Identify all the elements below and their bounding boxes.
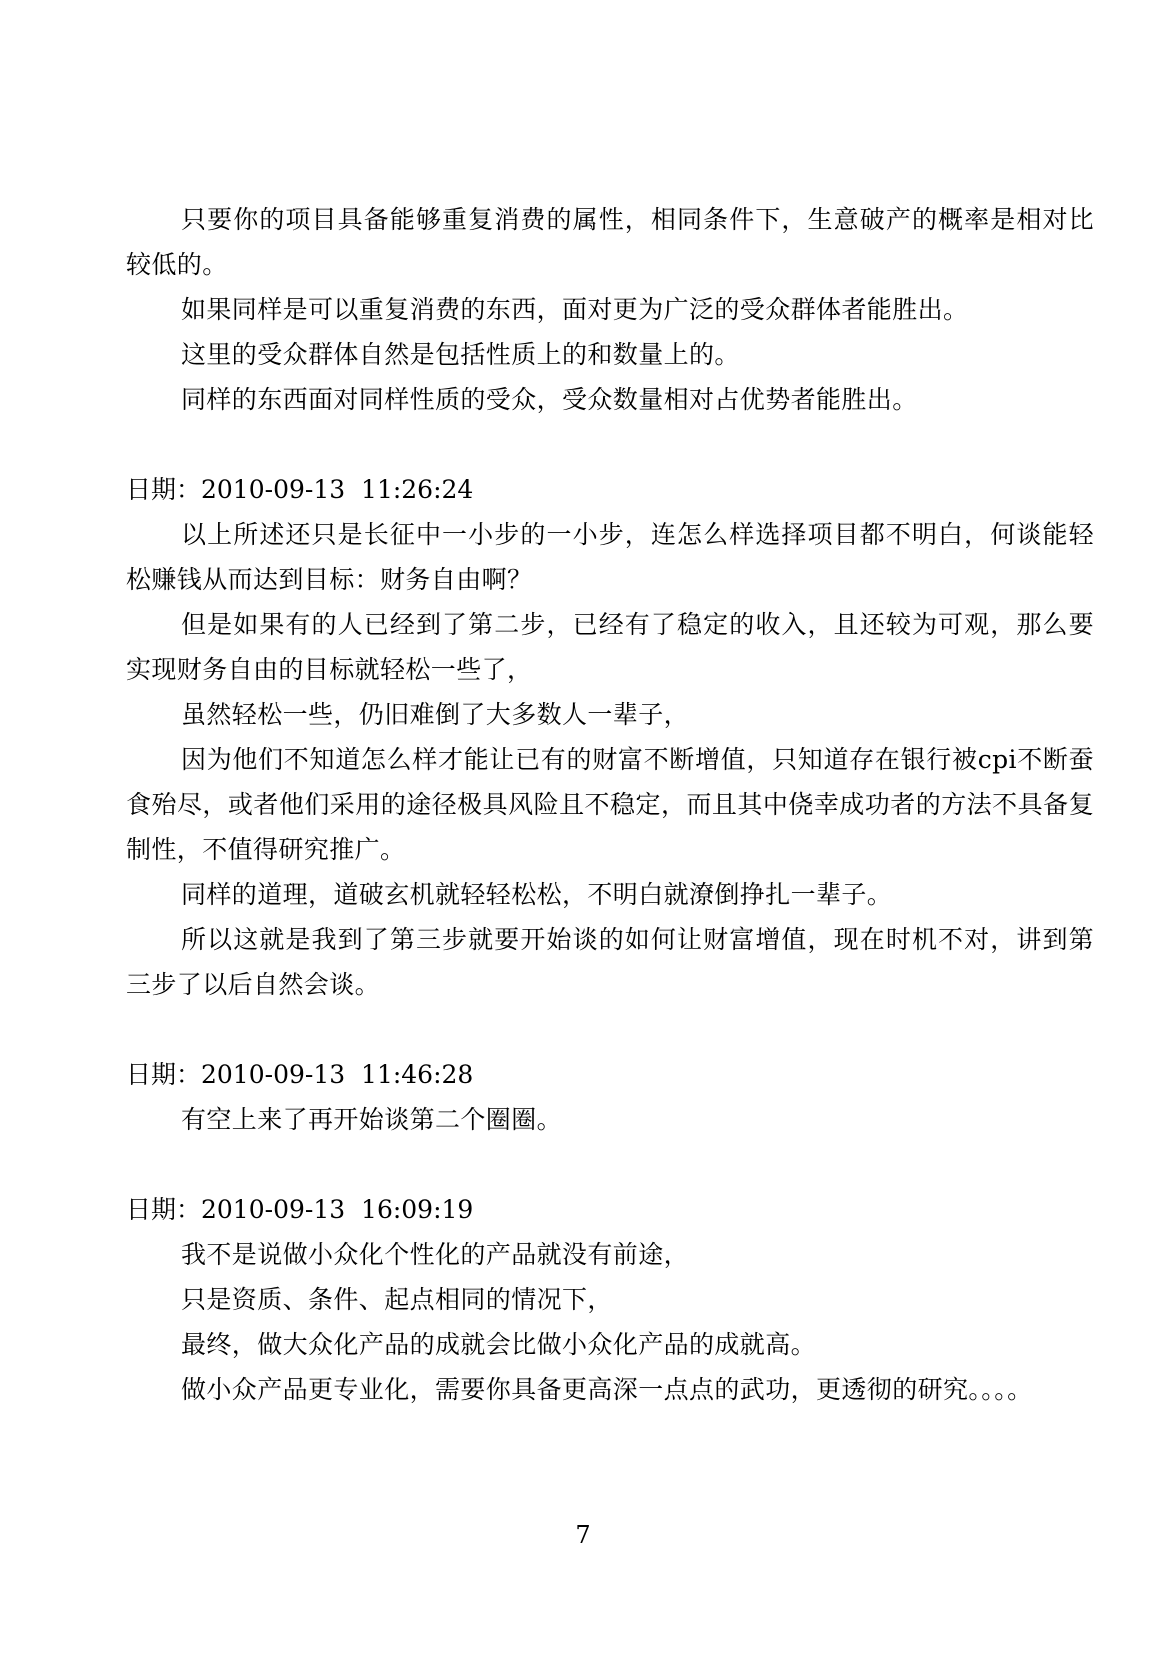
paragraph: 这里的受众群体自然是包括性质上的和数量上的。: [181, 340, 740, 369]
paragraph: 因为他们不知道怎么样才能让已有的财富不断增值，只知道存在银行被cpi不断蚕食殆尽，或者他们采用的途径极具风险且不稳定，而且其中侥幸成功者的方法不具备复制性，不值得研究推广。: [126, 745, 1094, 864]
page-number: 7: [575, 1521, 591, 1549]
entry-date: 日期：2010-09-13 11:26:24: [126, 475, 474, 504]
spacer: [126, 1142, 1094, 1187]
spacer: [126, 422, 1094, 467]
entry-date: 日期：2010-09-13 16:09:19: [126, 1195, 474, 1224]
page-body: [126, 197, 1094, 1412]
paragraph: 如果同样是可以重复消费的东西，面对更为广泛的受众群体者能胜出。: [181, 295, 969, 324]
paragraph: 同样的东西面对同样性质的受众，受众数量相对占优势者能胜出。: [181, 385, 918, 414]
spacer: [126, 1007, 1094, 1052]
paragraph: 最终，做大众化产品的成就会比做小众化产品的成就高。: [181, 1330, 817, 1359]
paragraph: 做小众产品更专业化，需要你具备更高深一点点的武功，更透彻的研究。。。。: [181, 1375, 1033, 1404]
paragraph: 同样的道理，道破玄机就轻轻松松，不明白就潦倒挣扎一辈子。: [181, 880, 893, 909]
paragraph: 有空上来了再开始谈第二个圈圈。: [181, 1105, 563, 1134]
entry-date: 日期：2010-09-13 11:46:28: [126, 1060, 474, 1089]
paragraph: 但是如果有的人已经到了第二步，已经有了稳定的收入，且还较为可观，那么要实现财务自由的目标就轻松一些了，: [126, 610, 1094, 684]
dated-entry: [126, 1187, 1094, 1412]
paragraph: 我不是说做小众化个性化的产品就没有前途，: [181, 1240, 690, 1269]
paragraph: 只要你的项目具备能够重复消费的属性，相同条件下，生意破产的概率是相对比较低的。: [126, 205, 1094, 279]
opening-section: [126, 197, 1094, 422]
dated-entry: [126, 1052, 1094, 1142]
dated-entry: [126, 467, 1094, 1007]
paragraph: 所以这就是我到了第三步就要开始谈的如何让财富增值，现在时机不对，讲到第三步了以后自然会谈。: [126, 925, 1094, 999]
paragraph: 虽然轻松一些，仍旧难倒了大多数人一辈子，: [181, 700, 690, 729]
paragraph: 只是资质、条件、起点相同的情况下，: [181, 1285, 613, 1314]
paragraph: 以上所述还只是长征中一小步的一小步，连怎么样选择项目都不明白，何谈能轻松赚钱从而达到目标：财务自由啊？: [126, 520, 1094, 594]
